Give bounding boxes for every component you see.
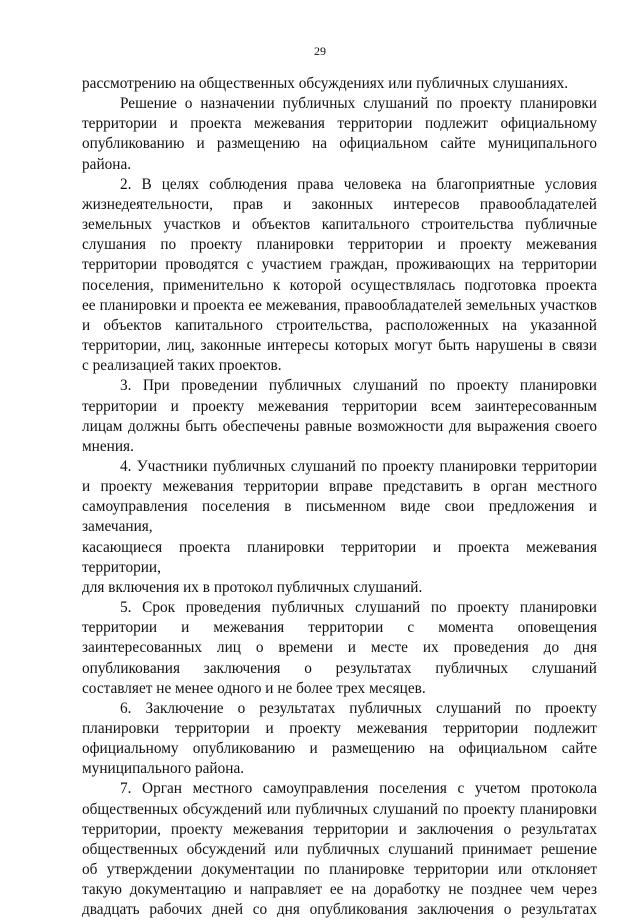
paragraph-line: 4. Участники публичных слушаний по проекту планировки территории (120, 457, 597, 475)
paragraph-line: общественных обсуждений или публичных слушаний принимает решение (82, 840, 597, 858)
paragraph-line: и объектов капитального строительства, расположенных на указанной (82, 316, 597, 334)
paragraph-line: ее планировки и проекта ее межевания, правообладателей земельных участков (82, 296, 597, 314)
paragraph-line: составляет не менее одного и не более трех месяцев. (82, 679, 426, 697)
page-number: 29 (314, 44, 326, 58)
paragraph-line: рассмотрению на общественных обсуждениях или публичных слушаниях. (82, 75, 569, 92)
paragraph-line: 6. Заключение о результатах публичных слушаний по проекту (120, 699, 597, 717)
paragraph-line: опубликования заключения о результатах публичных слушаний (82, 659, 597, 677)
paragraph-line: мнения. (82, 437, 134, 455)
paragraph-line: об утверждении документации по планировке территории или отклоняет (82, 861, 597, 879)
paragraph-line: поселения, применительно к которой осуществлялась подготовка проекта (82, 276, 597, 294)
paragraph-line: с реализацией таких проектов. (82, 357, 282, 375)
paragraph-line: территории и проекту межевания территории всем заинтересованным (82, 397, 597, 415)
paragraph-line: земельных участков и объектов капитального строительства публичные (82, 216, 597, 234)
paragraph-line: официальному опубликованию и размещению на официальном сайте (82, 740, 597, 758)
paragraph-line: касающиеся проекта планировки территории и проекта межевания территории, (82, 538, 597, 576)
paragraph-line: территории, лиц, законные интересы которых могут быть нарушены в связи (82, 337, 597, 355)
paragraph-line: общественных обсуждений или публичных слушаний по проекту планировки (82, 800, 597, 818)
paragraph-line: и проекту межевания территории вправе представить в орган местного (82, 478, 597, 496)
paragraph-line: заинтересованных лиц о времени и месте их проведения до дня (82, 639, 597, 657)
paragraph-line: территории, проекту межевания территории и заключения о результатах (82, 820, 597, 838)
paragraph-line: 5. Срок проведения публичных слушаний по проекту планировки (120, 599, 597, 617)
paragraph-line: жизнедеятельности, прав и законных интересов правообладателей (82, 195, 597, 213)
paragraph-line: слушания по проекту планировки территории и проекту межевания (82, 236, 597, 254)
paragraph-line: для включения их в протокол публичных слушаний. (82, 578, 423, 596)
paragraph-line: опубликованию и размещению на официальном сайте муниципального района. (82, 135, 597, 173)
paragraph-line: территории проводятся с участием граждан, проживающих на территории (82, 256, 597, 274)
paragraph-line: двадцать рабочих дней со дня опубликования заключения о результатах (82, 901, 597, 919)
paragraph-line: лицам должны быть обеспечены равные возможности для выражения своего (82, 417, 597, 435)
document-body (82, 74, 597, 921)
paragraph-line: 2. В целях соблюдения права человека на благоприятные условия (120, 175, 597, 193)
paragraph-line: такую документацию и направляет ее на доработку не позднее чем через (82, 881, 597, 899)
paragraph-line: 7. Орган местного самоуправления поселения с учетом протокола (120, 780, 597, 798)
paragraph-line: Решение о назначении публичных слушаний по проекту планировки (120, 95, 597, 113)
paragraph-line: планировки территории и проекту межевания территории подлежит (82, 720, 597, 737)
paragraph-line: самоуправления поселения в письменном виде свои предложения и замечания, (82, 498, 597, 536)
paragraph-line: территории и проекта межевания территории подлежит официальному (82, 115, 597, 133)
paragraph-line: муниципального района. (82, 760, 245, 778)
paragraph-line: территории и межевания территории с момента оповещения (82, 619, 597, 637)
paragraph-line: 3. При проведении публичных слушаний по проекту планировки (120, 377, 597, 395)
